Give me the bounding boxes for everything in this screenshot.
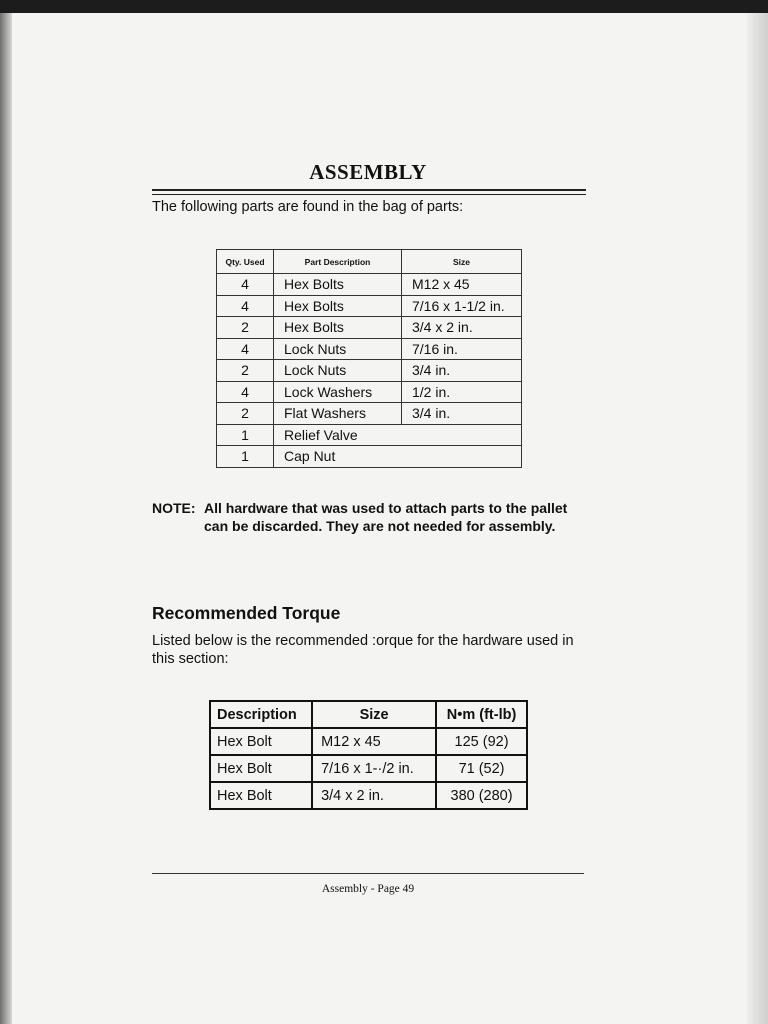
description-cell: Relief Valve — [274, 424, 522, 446]
size-cell: 7/16 in. — [402, 338, 522, 360]
parts-table-header — [217, 250, 522, 274]
header-size: Size — [402, 250, 522, 274]
description-cell: Hex Bolt — [210, 755, 312, 782]
page-footer: Assembly - Page 49 — [321, 883, 415, 895]
size-cell: 3/4 in. — [402, 360, 522, 382]
table-row — [217, 403, 522, 425]
description-cell: Flat Washers — [274, 403, 402, 425]
size-cell: 1/2 in. — [402, 381, 522, 403]
scan-top-edge — [0, 0, 768, 13]
qty-cell: 4 — [217, 274, 274, 296]
title-rule — [152, 189, 586, 195]
note-text: All hardware that was used to attach parts to the pallet can be discarded. They are not needed for assembly. — [204, 500, 568, 534]
table-row — [217, 295, 522, 317]
torque-paragraph: Listed below is the recommended :orque for the hardware used in this section: — [152, 633, 574, 667]
description-cell: Cap Nut — [274, 446, 522, 468]
qty-cell: 4 — [217, 295, 274, 317]
description-cell: Hex Bolts — [274, 317, 402, 339]
qty-cell: 1 — [217, 446, 274, 468]
table-row — [217, 274, 522, 296]
table-row — [217, 338, 522, 360]
size-cell: 3/4 x 2 in. — [312, 782, 436, 809]
qty-cell: 1 — [217, 424, 274, 446]
size-cell: 3/4 in. — [402, 403, 522, 425]
torque-cell: 125 (92) — [436, 728, 527, 755]
table-row — [217, 317, 522, 339]
size-cell: 7/16 x 1-1/2 in. — [402, 295, 522, 317]
table-row — [217, 381, 522, 403]
torque-cell: 380 (280) — [436, 782, 527, 809]
table-row — [210, 782, 527, 809]
header-qty: Qty. Used — [217, 250, 274, 274]
header-torque: N•m (ft-lb) — [436, 701, 527, 728]
scan-right-edge — [746, 13, 768, 1024]
description-cell: Lock Nuts — [274, 360, 402, 382]
qty-cell: 4 — [217, 338, 274, 360]
note-label: NOTE: — [152, 500, 196, 516]
description-cell: Lock Nuts — [274, 338, 402, 360]
description-cell: Hex Bolts — [274, 274, 402, 296]
header-size: Size — [312, 701, 436, 728]
qty-cell: 2 — [217, 360, 274, 382]
description-cell: Lock Washers — [274, 381, 402, 403]
page-title: ASSEMBLY — [309, 160, 427, 184]
scan-left-edge — [0, 13, 12, 1024]
table-row — [210, 755, 527, 782]
torque-table-header — [210, 701, 527, 728]
size-cell: M12 x 45 — [402, 274, 522, 296]
torque-heading: Recommended Torque — [152, 603, 341, 623]
description-cell: Hex Bolt — [210, 728, 312, 755]
table-row — [217, 360, 522, 382]
description-cell: Hex Bolts — [274, 295, 402, 317]
intro-text: The following parts are found in the bag of parts: — [152, 199, 464, 215]
torque-table — [209, 700, 528, 810]
size-cell: 3/4 x 2 in. — [402, 317, 522, 339]
qty-cell: 2 — [217, 317, 274, 339]
description-cell: Hex Bolt — [210, 782, 312, 809]
header-description: Description — [210, 701, 312, 728]
table-row — [217, 446, 522, 468]
size-cell: 7/16 x 1-·/2 in. — [312, 755, 436, 782]
parts-table — [216, 249, 522, 468]
table-row — [217, 424, 522, 446]
qty-cell: 4 — [217, 381, 274, 403]
table-row — [210, 728, 527, 755]
footer-rule — [152, 873, 584, 874]
qty-cell: 2 — [217, 403, 274, 425]
size-cell: M12 x 45 — [312, 728, 436, 755]
note-block — [152, 499, 572, 535]
torque-cell: 71 (52) — [436, 755, 527, 782]
header-part-description: Part Description — [274, 250, 402, 274]
